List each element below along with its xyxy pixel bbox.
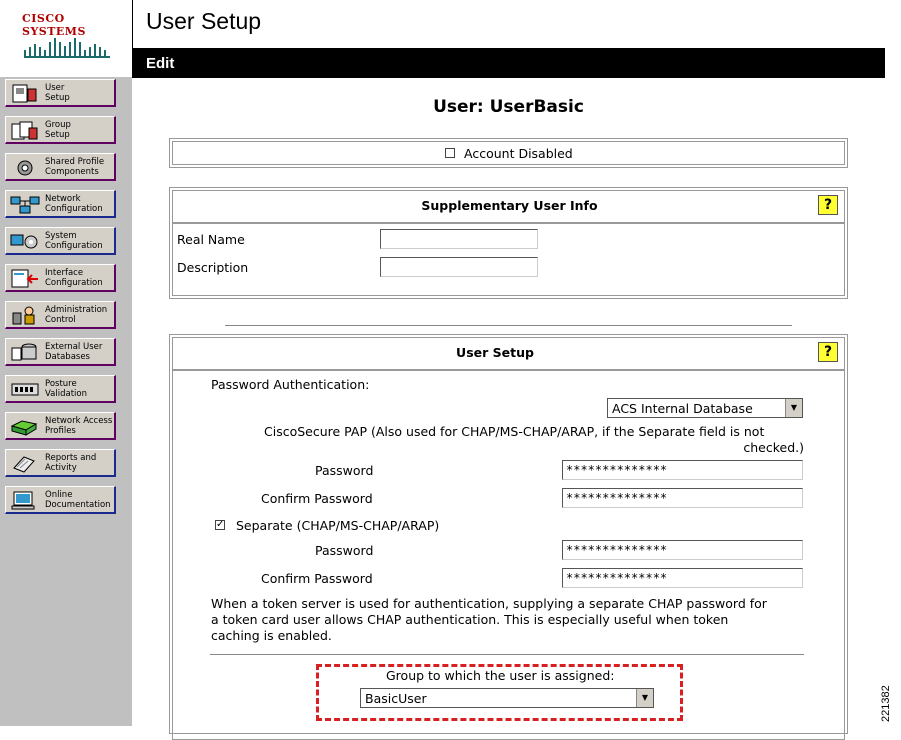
sidebar-item-user-setup[interactable] <box>5 79 116 107</box>
shared-profile-icon <box>10 157 40 178</box>
sidebar-item-label: System Configuration <box>45 231 103 251</box>
section-divider <box>225 325 792 326</box>
sidebar-item-label: Shared Profile Components <box>45 157 105 177</box>
content-top-border <box>132 77 885 78</box>
sidebar <box>0 77 132 726</box>
supplementary-info-box <box>169 187 848 299</box>
token-note-line-1: When a token server is used for authentication, supplying a separate CHAP password for <box>211 596 767 611</box>
supplementary-title: Supplementary User Info <box>421 198 598 213</box>
real-name-input[interactable] <box>380 229 538 249</box>
real-name-label: Real Name <box>177 232 245 247</box>
password-label: Password <box>315 463 374 478</box>
separate-password-label: Password <box>315 543 374 558</box>
account-disabled-checkbox[interactable] <box>445 148 455 158</box>
group-setup-icon <box>10 120 40 141</box>
user-setup-icon <box>10 83 40 104</box>
sidebar-item-system-config[interactable] <box>5 227 116 255</box>
description-input[interactable] <box>380 257 538 277</box>
sidebar-item-label: Network Configuration <box>45 194 103 214</box>
group-select[interactable] <box>360 688 654 708</box>
cisco-bridge-icon <box>24 34 110 56</box>
description-label: Description <box>177 260 249 275</box>
sidebar-item-external-db[interactable] <box>5 338 116 366</box>
external-db-icon <box>10 342 40 363</box>
confirm-password-input[interactable]: ************** <box>562 488 803 508</box>
sidebar-item-label: Group Setup <box>45 120 71 140</box>
reports-icon <box>10 453 40 474</box>
posture-icon <box>10 379 40 400</box>
system-config-icon <box>10 231 40 252</box>
sidebar-item-network-access[interactable] <box>5 412 116 440</box>
sidebar-item-shared-profile[interactable] <box>5 153 116 181</box>
sidebar-item-reports[interactable] <box>5 449 116 477</box>
sidebar-item-label: User Setup <box>45 83 70 103</box>
user-setup-title: User Setup <box>456 345 534 360</box>
edit-bar <box>132 48 885 78</box>
network-access-icon <box>10 416 40 437</box>
online-doc-icon <box>10 490 40 511</box>
user-heading: User: UserBasic <box>433 97 584 117</box>
dropdown-arrow-icon[interactable]: ▼ <box>785 399 802 417</box>
cisco-brand-text: CISCO SYSTEMS <box>22 12 86 38</box>
cisco-logo <box>0 0 132 77</box>
account-disabled-label: Account Disabled <box>464 146 573 161</box>
separate-checkbox[interactable]: ✓ <box>216 519 225 530</box>
help-icon[interactable]: ? <box>818 342 838 362</box>
confirm-password-label: Confirm Password <box>261 491 373 506</box>
network-config-icon <box>10 194 40 215</box>
separate-label: Separate (CHAP/MS-CHAP/ARAP) <box>236 518 440 533</box>
sidebar-item-label: Administration Control <box>45 305 108 325</box>
sidebar-item-group-setup[interactable] <box>5 116 116 144</box>
figure-number: 221382 <box>880 685 892 722</box>
interface-config-icon <box>10 268 40 289</box>
sidebar-item-label: Online Documentation <box>45 490 111 510</box>
sidebar-item-label: Posture Validation <box>45 379 87 399</box>
auth-database-select[interactable] <box>607 398 803 418</box>
sidebar-item-label: Interface Configuration <box>45 268 103 288</box>
sidebar-item-interface-config[interactable] <box>5 264 116 292</box>
admin-control-icon <box>10 305 40 326</box>
dropdown-arrow-icon[interactable]: ▼ <box>636 689 653 707</box>
ciscosecure-description: CiscoSecure PAP (Also used for CHAP/MS-CHAP/ARAP, if the Separate field is not <box>264 424 765 439</box>
page-title: User Setup <box>146 8 262 34</box>
password-auth-label: Password Authentication: <box>211 377 370 392</box>
account-disabled-box <box>169 138 848 168</box>
ciscosecure-description-cont: checked.) <box>743 440 804 455</box>
sidebar-item-online-doc[interactable] <box>5 486 116 514</box>
edit-label: Edit <box>146 55 175 72</box>
separate-confirm-input[interactable]: ************** <box>562 568 803 588</box>
auth-database-value: ACS Internal Database <box>612 401 753 416</box>
group-assigned-label: Group to which the user is assigned: <box>386 668 615 683</box>
sidebar-item-admin-control[interactable] <box>5 301 116 329</box>
group-divider <box>210 654 804 655</box>
sidebar-item-label: Network Access Profiles <box>45 416 113 436</box>
help-icon[interactable]: ? <box>818 195 838 215</box>
separate-confirm-label: Confirm Password <box>261 571 373 586</box>
sidebar-item-network-config[interactable] <box>5 190 116 218</box>
password-input[interactable]: ************** <box>562 460 803 480</box>
sidebar-item-label: External User Databases <box>45 342 103 362</box>
sidebar-item-label: Reports and Activity <box>45 453 97 473</box>
header-divider <box>132 0 133 48</box>
separate-password-input[interactable]: ************** <box>562 540 803 560</box>
sidebar-item-posture[interactable] <box>5 375 116 403</box>
group-select-value: BasicUser <box>365 691 427 706</box>
token-note-line-3: caching is enabled. <box>211 628 332 643</box>
token-note-line-2: a token card user allows CHAP authentication. This is especially useful when token <box>211 612 729 627</box>
